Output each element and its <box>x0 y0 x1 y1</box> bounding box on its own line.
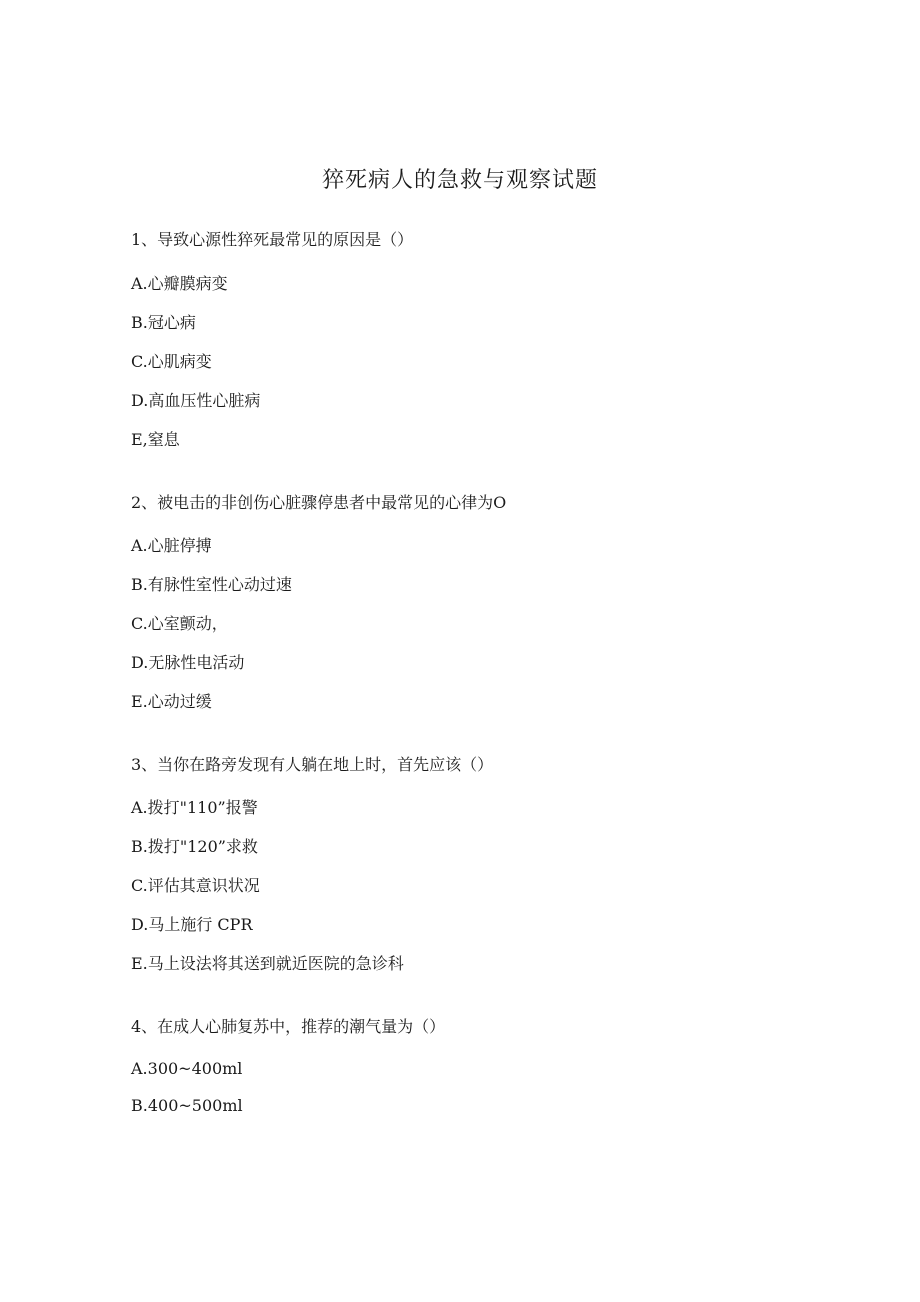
question-3-option-c: C.评估其意识状况 <box>131 876 260 895</box>
question-1-option-c: C.心肌病变 <box>131 352 212 371</box>
document-title: 猝死病人的急救与观察试题 <box>321 168 598 193</box>
question-4-stem: 4、在成人心肺复苏中，推荐的潮气量为（） <box>131 1017 446 1036</box>
question-3-option-e: E.马上设法将其送到就近医院的急诊科 <box>131 954 404 973</box>
question-4-option-a: A.300~400ml <box>131 1059 243 1078</box>
question-2-stem: 2、被电击的非创伤心脏骤停患者中最常见的心律为O <box>131 493 507 512</box>
question-2-option-b: B.有脉性室性心动过速 <box>131 575 292 594</box>
question-2-option-e: E.心动过缓 <box>131 692 212 711</box>
question-3-option-b: B.拨打"120”求救 <box>131 837 258 856</box>
question-2-option-a: A.心脏停搏 <box>131 536 212 555</box>
question-1-option-b: B.冠心病 <box>131 313 196 332</box>
question-3-stem: 3、当你在路旁发现有人躺在地上时，首先应该（） <box>131 755 494 774</box>
question-1-option-d: D.高血压性心脏病 <box>131 391 261 410</box>
question-1-option-e: E,窒息 <box>131 430 180 449</box>
question-3-option-a: A.拨打"110”报警 <box>131 798 258 817</box>
question-4-option-b: B.400~500ml <box>131 1096 243 1115</box>
question-2-option-d: D.无脉性电活动 <box>131 653 245 672</box>
question-3-option-d: D.马上施行 CPR <box>131 915 253 934</box>
question-1-stem: 1、导致心源性猝死最常见的原因是（） <box>131 230 414 249</box>
question-2-option-c: C.心室颤动， <box>131 614 228 633</box>
question-1-option-a: A.心瓣膜病变 <box>131 274 228 293</box>
